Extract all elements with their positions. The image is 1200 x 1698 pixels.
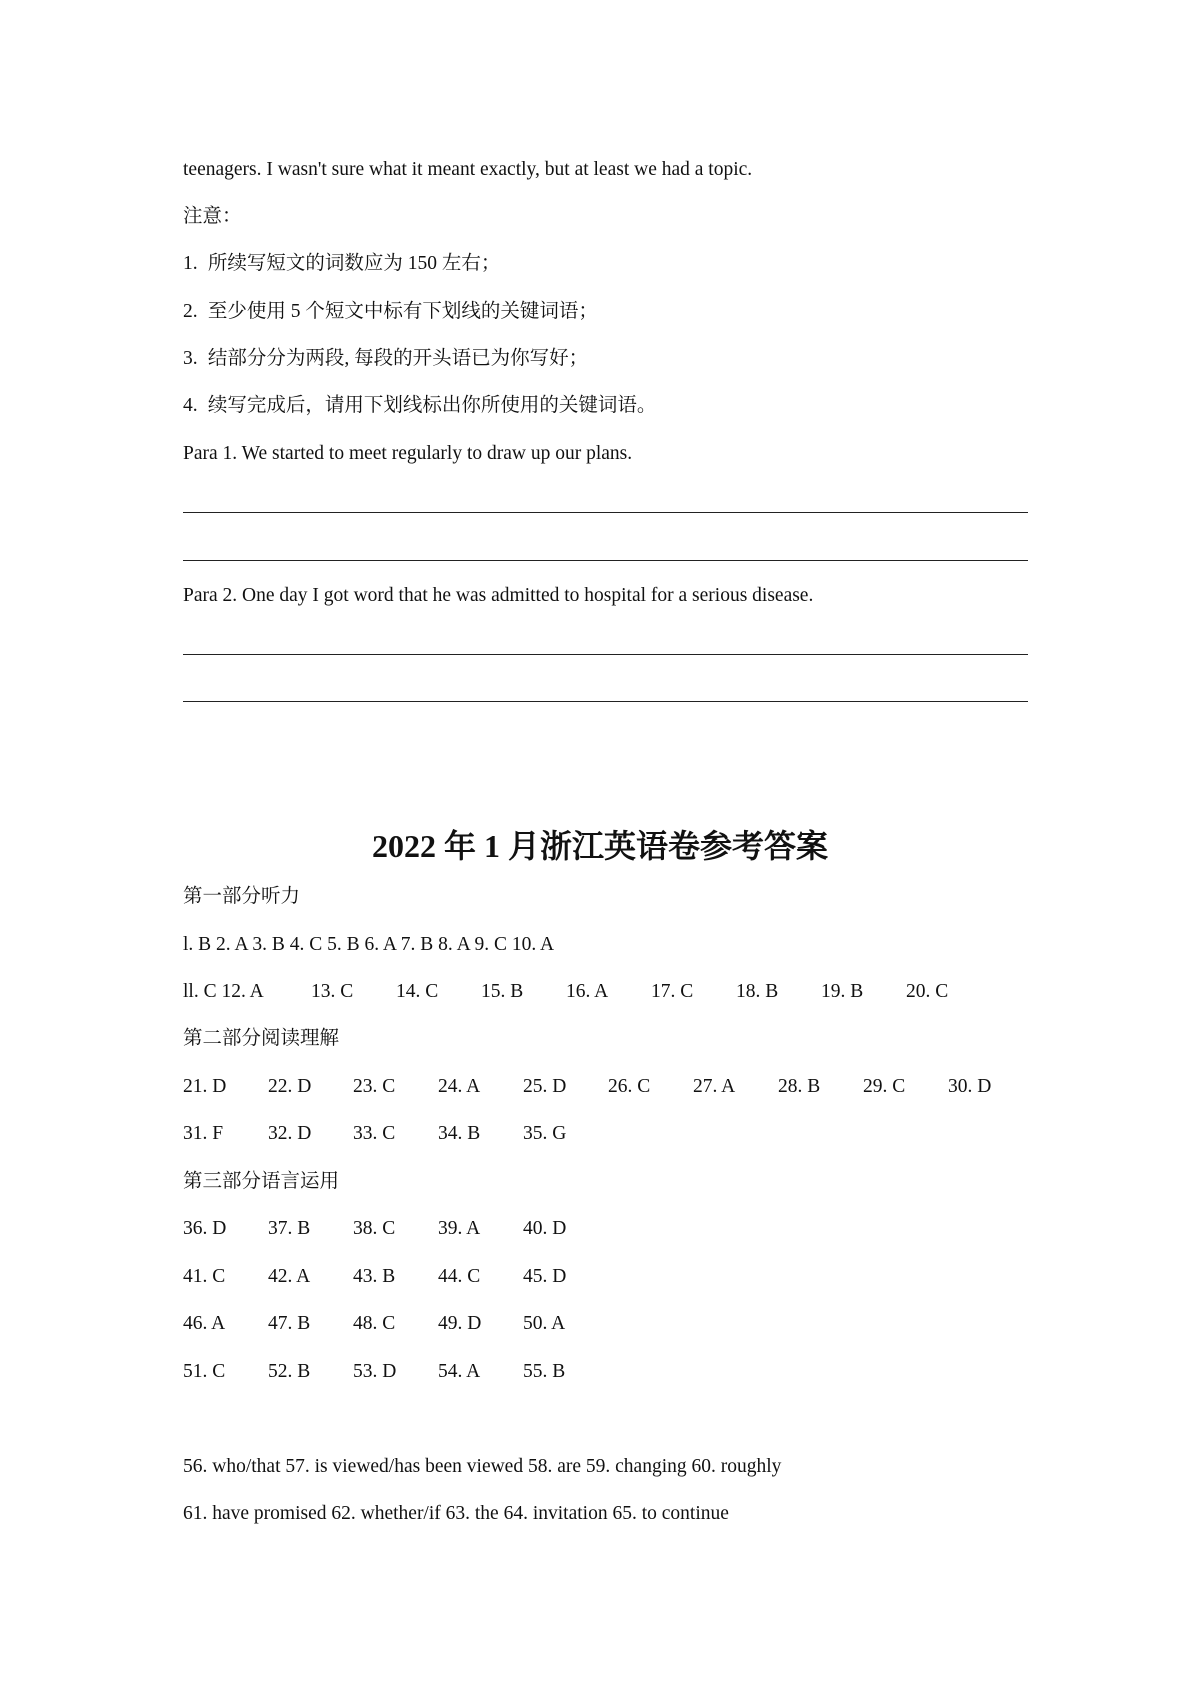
section3-row: [183, 1217, 608, 1241]
answer-cell: 33. C: [353, 1123, 396, 1144]
notice-item-number: 3.: [183, 348, 198, 369]
answer-cell: 31. F: [183, 1123, 224, 1144]
section2-row2: [183, 1122, 608, 1146]
answer-cell: 40. D: [523, 1218, 567, 1239]
answer-cell: 17. C: [651, 981, 694, 1002]
answer-cell: 38. C: [353, 1218, 396, 1239]
para2-opening: Para 2. One day I got word that he was admitted to hospital for a serious disease.: [183, 585, 814, 606]
answer-cell: 13. C: [311, 981, 354, 1002]
answer-cell: 22. D: [268, 1076, 312, 1097]
section3-row: [183, 1265, 608, 1289]
section3-row: [183, 1312, 608, 1336]
answer-cell: 32. D: [268, 1123, 312, 1144]
answer-cell: 50. A: [523, 1313, 566, 1334]
section1-title: 第一部分听力: [183, 886, 301, 907]
fill-answers-line2: 61. have promised 62. whether/if 63. the 64. invitation 65. to continue: [183, 1503, 729, 1524]
notice-item-number: 4.: [183, 395, 198, 416]
section1-row1: l. B 2. A 3. B 4. C 5. B 6. A 7. B 8. A 9. C 10. A: [183, 934, 555, 955]
section1-row2: [183, 980, 991, 1004]
notice-item: [183, 252, 500, 276]
notice-item-text: 结部分分为两段, 每段的开头语已为你写好；: [207, 348, 589, 369]
answer-cell: 37. B: [268, 1218, 311, 1239]
writing-line: [183, 701, 1028, 702]
notice-item-text: 至少使用 5 个短文中标有下划线的关键词语；: [207, 301, 598, 322]
fill-answers-line1: 56. who/that 57. is viewed/has been viewed 58. are 59. changing 60. roughly: [183, 1456, 782, 1477]
answer-cell: 18. B: [736, 981, 779, 1002]
answer-cell: 44. C: [438, 1266, 481, 1287]
notice-label: 注意：: [183, 206, 242, 227]
answer-cell: 42. A: [268, 1266, 311, 1287]
intro-line: teenagers. I wasn't sure what it meant exactly, but at least we had a topic.: [183, 159, 753, 180]
answer-cell: 48. C: [353, 1313, 396, 1334]
notice-item-number: 1.: [183, 253, 198, 274]
notice-item: [183, 394, 656, 418]
answer-cell: 34. B: [438, 1123, 481, 1144]
section3-title: 第三部分语言运用: [183, 1171, 340, 1192]
answer-cell: 30. D: [948, 1076, 992, 1097]
notice-item: [183, 300, 598, 324]
answer-cell: 23. C: [353, 1076, 396, 1097]
answer-cell: 16. A: [566, 981, 609, 1002]
answer-cell: 54. A: [438, 1361, 481, 1382]
notice-item-text: 续写完成后，请用下划线标出你所使用的关键词语。: [207, 395, 657, 416]
answer-cell: 27. A: [693, 1076, 736, 1097]
answer-cell: 55. B: [523, 1361, 566, 1382]
writing-line: [183, 560, 1028, 561]
answer-cell: 53. D: [353, 1361, 397, 1382]
answer-cell: 41. C: [183, 1266, 226, 1287]
answer-cell: 25. D: [523, 1076, 567, 1097]
notice-item-text: 所续写短文的词数应为 150 左右；: [207, 253, 501, 274]
answer-cell: 52. B: [268, 1361, 311, 1382]
answer-cell: 47. B: [268, 1313, 311, 1334]
section2-title: 第二部分阅读理解: [183, 1028, 340, 1049]
notice-item: [183, 347, 588, 371]
answer-cell: 49. D: [438, 1313, 482, 1334]
section3-row: [183, 1360, 608, 1384]
answer-cell: 43. B: [353, 1266, 396, 1287]
notice-item-number: 2.: [183, 301, 198, 322]
section2-row1: [183, 1075, 1033, 1099]
answer-cell: 24. A: [438, 1076, 481, 1097]
para1-opening: Para 1. We started to meet regularly to draw up our plans.: [183, 443, 633, 464]
answer-title: 2022 年 1 月浙江英语卷参考答案: [371, 828, 828, 864]
answer-cell: 46. A: [183, 1313, 226, 1334]
answer-cell: 35. G: [523, 1123, 567, 1144]
answer-cell: 45. D: [523, 1266, 567, 1287]
answer-cell: 51. C: [183, 1361, 226, 1382]
answer-cell: 21. D: [183, 1076, 227, 1097]
writing-line: [183, 654, 1028, 655]
answer-cell: 29. C: [863, 1076, 906, 1097]
answer-cell: 36. D: [183, 1218, 227, 1239]
answer-cell: 14. C: [396, 981, 439, 1002]
answer-cell: ll. C 12. A: [183, 981, 264, 1002]
answer-cell: 28. B: [778, 1076, 821, 1097]
answer-cell: 26. C: [608, 1076, 651, 1097]
answer-cell: 20. C: [906, 981, 949, 1002]
answer-cell: 19. B: [821, 981, 864, 1002]
answer-cell: 15. B: [481, 981, 524, 1002]
answer-cell: 39. A: [438, 1218, 481, 1239]
writing-line: [183, 512, 1028, 513]
